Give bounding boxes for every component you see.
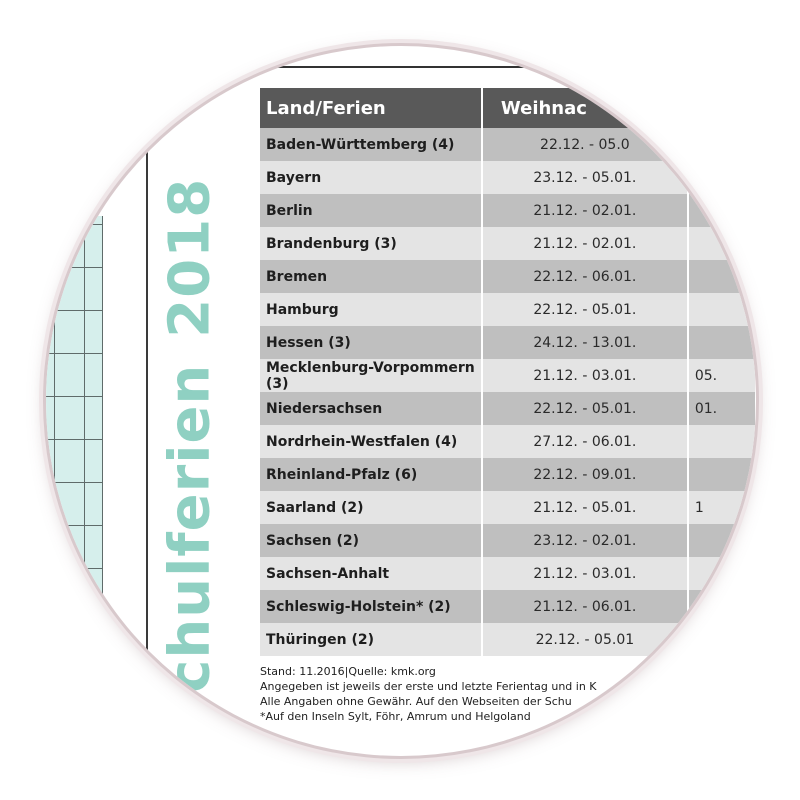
land-cell: Berlin <box>260 194 482 227</box>
land-cell: Hamburg <box>260 293 482 326</box>
extra-cell <box>688 458 755 491</box>
table-row <box>260 194 755 227</box>
table-row <box>260 161 755 194</box>
weihnachten-cell: 23.12. - 05.01. <box>482 161 688 194</box>
table-row <box>260 359 755 392</box>
magnifier-lens <box>46 46 756 756</box>
holiday-table <box>260 88 756 656</box>
calendar-grid <box>46 216 103 696</box>
extra-cell <box>688 425 755 458</box>
weihnachten-cell: 22.12. - 05.0 <box>482 128 688 161</box>
weihnachten-cell: 27.12. - 06.01. <box>482 425 688 458</box>
table-row <box>260 458 755 491</box>
land-cell: Niedersachsen <box>260 392 482 425</box>
header-weihnachten: Weihnac <box>482 88 688 128</box>
calendar-page <box>46 46 756 756</box>
table-row <box>260 227 755 260</box>
land-cell: Hessen (3) <box>260 326 482 359</box>
weihnachten-cell: 21.12. - 03.01. <box>482 557 688 590</box>
extra-cell <box>688 128 755 161</box>
extra-cell <box>688 161 755 194</box>
page-title <box>158 178 223 734</box>
weihnachten-cell: 24.12. - 13.01. <box>482 326 688 359</box>
table-row <box>260 392 755 425</box>
weihnachten-cell: 22.12. - 09.01. <box>482 458 688 491</box>
table-row <box>260 623 755 656</box>
land-cell: Rheinland-Pfalz (6) <box>260 458 482 491</box>
extra-cell <box>688 557 755 590</box>
table-row <box>260 524 755 557</box>
table-row <box>260 326 755 359</box>
land-cell: Bremen <box>260 260 482 293</box>
footnote-islands: *Auf den Inseln Sylt, Föhr, Amrum und Helgoland <box>260 710 531 723</box>
extra-cell <box>688 524 755 557</box>
weihnachten-cell: 21.12. - 06.01. <box>482 590 688 623</box>
table-header <box>260 88 755 128</box>
land-cell: Thüringen (2) <box>260 623 482 656</box>
table-row <box>260 557 755 590</box>
table-row <box>260 128 755 161</box>
title-word: Schulferien <box>157 363 223 735</box>
header-land: Land/Ferien <box>260 88 482 128</box>
weihnachten-cell: 21.12. - 02.01. <box>482 227 688 260</box>
weihnachten-cell: 22.12. - 05.01. <box>482 293 688 326</box>
extra-cell <box>688 194 755 227</box>
weihnachten-cell: 22.12. - 06.01. <box>482 260 688 293</box>
top-rule <box>260 66 756 68</box>
land-cell: Bayern <box>260 161 482 194</box>
weihnachten-cell: 22.12. - 05.01 <box>482 623 688 656</box>
land-cell: Sachsen (2) <box>260 524 482 557</box>
land-cell: Sachsen-Anhalt <box>260 557 482 590</box>
extra-cell: 05. <box>688 359 755 392</box>
weihnachten-cell: 23.12. - 02.01. <box>482 524 688 557</box>
table-row <box>260 293 755 326</box>
footnote-dates: Angegeben ist jeweils der erste und letzte Ferientag und in K <box>260 680 597 693</box>
extra-cell <box>688 260 755 293</box>
table-row <box>260 425 755 458</box>
table-row <box>260 590 755 623</box>
table-row <box>260 260 755 293</box>
land-cell: Nordrhein-Westfalen (4) <box>260 425 482 458</box>
footnotes <box>260 664 750 724</box>
title-year: 2018 <box>157 177 223 338</box>
extra-cell <box>688 590 755 623</box>
footnote-disclaimer: Alle Angaben ohne Gewähr. Auf den Webseiten der Schu <box>260 695 572 708</box>
weihnachten-cell: 21.12. - 02.01. <box>482 194 688 227</box>
land-cell: Baden-Württemberg (4) <box>260 128 482 161</box>
footnote-source: Stand: 11.2016|Quelle: kmk.org <box>260 665 436 678</box>
extra-cell <box>688 293 755 326</box>
extra-cell <box>688 326 755 359</box>
divider-line <box>146 126 148 686</box>
weihnachten-cell: 22.12. - 05.01. <box>482 392 688 425</box>
weihnachten-cell: 21.12. - 05.01. <box>482 491 688 524</box>
land-cell: Saarland (2) <box>260 491 482 524</box>
land-cell: Schleswig-Holstein* (2) <box>260 590 482 623</box>
weihnachten-cell: 21.12. - 03.01. <box>482 359 688 392</box>
extra-cell: 01. <box>688 392 755 425</box>
land-cell: Brandenburg (3) <box>260 227 482 260</box>
header-extra <box>688 88 755 128</box>
land-cell: Mecklenburg-Vorpommern (3) <box>260 359 482 392</box>
extra-cell <box>688 623 755 656</box>
table-row <box>260 491 755 524</box>
extra-cell: 1 <box>688 491 755 524</box>
extra-cell <box>688 227 755 260</box>
